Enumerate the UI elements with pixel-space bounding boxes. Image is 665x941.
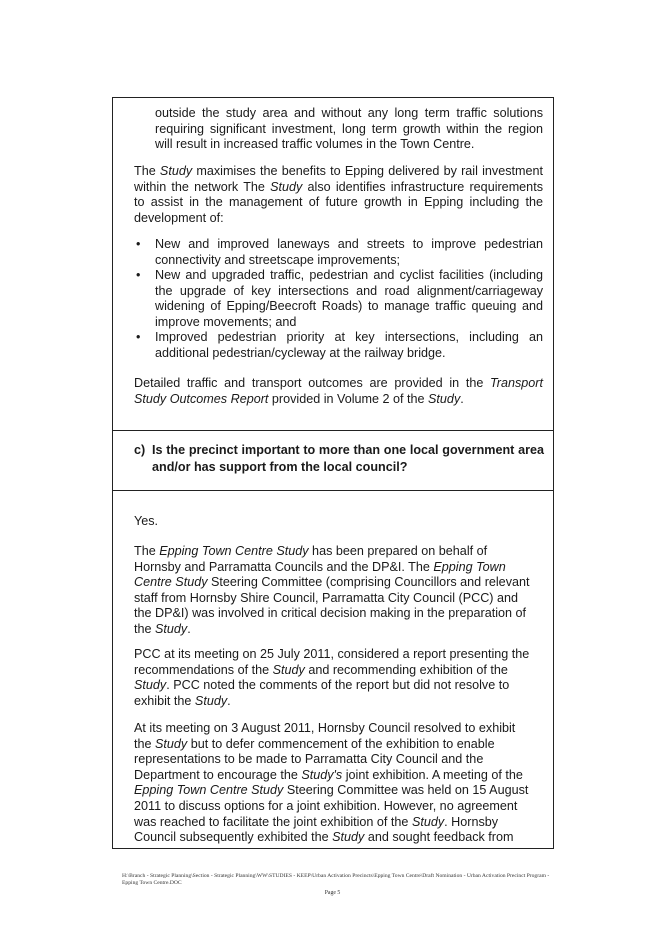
bullet-dot-icon: • xyxy=(136,268,141,282)
bullet-item: • New and improved laneways and streets to improve pedestrian connectivity and streetscape improvements; xyxy=(136,237,543,267)
answer-paragraph-1: The Epping Town Centre Study has been prepared on behalf of Hornsby and Parramatta Councils and the DP&I. The Epping Town Centre Study Steering Committee (comprising Councillors and relevant staff from Hornsby Shire Council, Parramatta City Council (PCC) and the DP&I) was involved in critical decision making in the preparation of the Study. xyxy=(134,544,530,636)
answer-paragraph-2: PCC at its meeting on 25 July 2011, considered a report presenting the recommendations of the Study and recommending exhibition of the Study. PCC noted the comments of the report but did not resolve to exhibit the Study. xyxy=(134,647,530,708)
row-divider-bottom xyxy=(113,490,553,491)
intro-paragraph: outside the study area and without any long term traffic solutions requiring significant investment, long term growth within the region will result in increased traffic volumes in the Town Centre. xyxy=(155,106,543,152)
page-number: Page 5 xyxy=(324,890,341,896)
answer-yes: Yes. xyxy=(134,514,159,528)
answer-paragraph-3: At its meeting on 3 August 2011, Hornsby Council resolved to exhibit the Study but to defer commencement of the exhibition to enable representations to be made to Parramatta City Council and the Department to encourage the Study's joint exhibition. A meeting of the Epping Town Centre Study Steering Committee was held on 15 August 2011 to discuss options for a joint exhibition. However, no agreement was reached to facilitate the joint exhibition of the Study. Hornsby Council subsequently exhibited the Study and sought feedback from xyxy=(134,721,529,845)
transport-outcomes-paragraph: Detailed traffic and transport outcomes are provided in the Transport Study Outcomes Report provided in Volume 2 of the Study. xyxy=(134,376,543,406)
bullet-item: • Improved pedestrian priority at key intersections, including an additional pedestrian/cycleway at the railway bridge. xyxy=(136,330,543,360)
bullet-item: • New and upgraded traffic, pedestrian and cyclist facilities (including the upgrade of key intersections and road alignment/carriageway widening of Epping/Beecroft Roads) to manage traffic queuing and improve movements; and xyxy=(136,268,543,329)
question-c-label: c) xyxy=(134,443,146,457)
footer-file-path: H:\Branch - Strategic Planning\Section - Strategic Planning\WW\STUDIES - KEEP\Urban Activation Precincts\Epping Town Centre\Draft Nomination - Urban Activation Precinct Program - Epping Town Centre.DOC xyxy=(122,873,550,887)
question-c-heading: Is the precinct important to more than one local government area and/or has support from the local council? xyxy=(152,443,544,474)
benefits-paragraph: The Study maximises the benefits to Epping delivered by rail investment within the network The Study also identifies infrastructure requirements to assist in the management of future growth in Epping including the development of: xyxy=(134,164,543,225)
row-divider-top xyxy=(113,430,553,431)
bullet-dot-icon: • xyxy=(136,237,141,251)
bullet-dot-icon: • xyxy=(136,330,141,344)
